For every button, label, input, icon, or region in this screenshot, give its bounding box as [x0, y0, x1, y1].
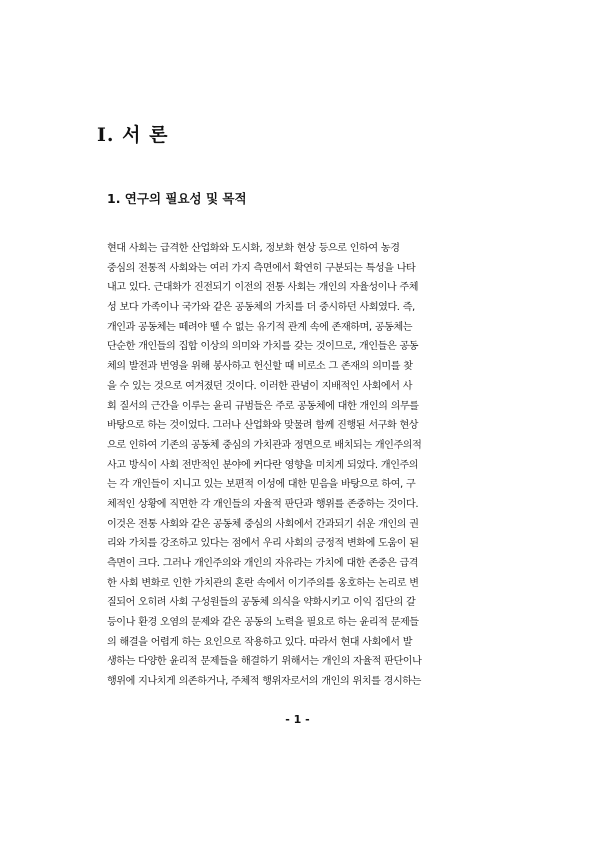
text-line: 단순한 개인들의 집합 이상의 의미와 가치를 갖는 것이므로, 개인들은 공동 [107, 341, 419, 353]
text-line: 을 수 있는 것으로 여겨졌던 것이다. 이러한 관념이 지배적인 사회에서 사 [107, 380, 413, 392]
text-line: 으로 인하여 기존의 공동체 중심의 가치관과 정면으로 배치되는 개인주의적 [107, 439, 422, 451]
text-line: 바탕으로 하는 것이었다. 그러나 산업화와 맞물려 함께 진행된 서구화 현상 [107, 420, 419, 432]
text-line: 성 보다 가족이나 국가와 같은 공동체의 가치를 더 중시하던 사회였다. 즉, [107, 302, 415, 314]
text-line: 현대 사회는 급격한 산업화와 도시화, 정보화 현상 등으로 인하여 농경 [107, 243, 400, 254]
text-line: 이것은 전통 사회와 같은 공동체 중심의 사회에서 간과되기 쉬운 개인의 권 [107, 518, 419, 530]
text-line: 한 사회 변화로 인한 가치관의 혼란 속에서 이기주의를 옹호하는 논리로 변 [107, 577, 419, 589]
section-title: 1. 연구의 필요성 및 목적 [107, 191, 247, 206]
text-line: 측면이 크다. 그러나 개인주의와 개인의 자유라는 가치에 대한 존중은 급격 [107, 558, 419, 569]
text-line: 질되어 오히려 사회 구성원들의 공동체 의식을 약화시키고 이익 집단의 갈 [107, 597, 416, 609]
chapter-title: Ⅰ. 서 론 [97, 124, 169, 146]
text-line: 사고 방식이 사회 전반적인 분야에 커다란 영향을 미치게 되었다. 개인주의 [107, 459, 419, 471]
text-line: 리와 가치를 강조하고 있다는 점에서 우리 사회의 긍정적 변화에 도움이 된 [107, 538, 419, 550]
text-line: 행위에 지나치게 의존하거나, 주체적 행위자로서의 개인의 위치를 경시하는 [107, 676, 421, 688]
text-line: 의 해결을 어렵게 하는 요인으로 작용하고 있다. 따라서 현대 사회에서 발 [107, 636, 413, 648]
text-line: 개인과 공동체는 떼려야 뗄 수 없는 유기적 관계 속에 존재하며, 공동체는 [107, 321, 413, 333]
text-line: 중심의 전통적 사회와는 여러 가지 측면에서 확연히 구분되는 특성을 나타 [107, 262, 416, 274]
text-line: 회 질서의 근간을 이루는 윤리 규범들은 주로 공동체에 대한 개인의 의무를 [107, 400, 419, 412]
text-line: 내고 있다. 근대화가 진전되기 이전의 전통 사회는 개인의 자율성이나 주체 [107, 282, 419, 294]
text-line: 등이나 환경 오염의 문제와 같은 공동의 노력을 필요로 하는 윤리적 문제들 [107, 617, 419, 629]
text-line: 체적인 상황에 직면한 각 개인들의 자율적 판단과 행위를 존중하는 것이다. [107, 498, 419, 510]
page-number: - 1 - [285, 713, 310, 726]
text-line: 는 각 개인들이 지니고 있는 보편적 이성에 대한 믿음을 바탕으로 하여, 구 [107, 479, 416, 491]
text-line: 체의 발전과 번영을 위해 봉사하고 헌신할 때 비로소 그 존재의 의미를 찾 [107, 361, 413, 373]
text-line: 생하는 다양한 윤리적 문제들을 해결하기 위해서는 개인의 자율적 판단이나 [107, 656, 422, 668]
body-paragraph [107, 239, 507, 692]
